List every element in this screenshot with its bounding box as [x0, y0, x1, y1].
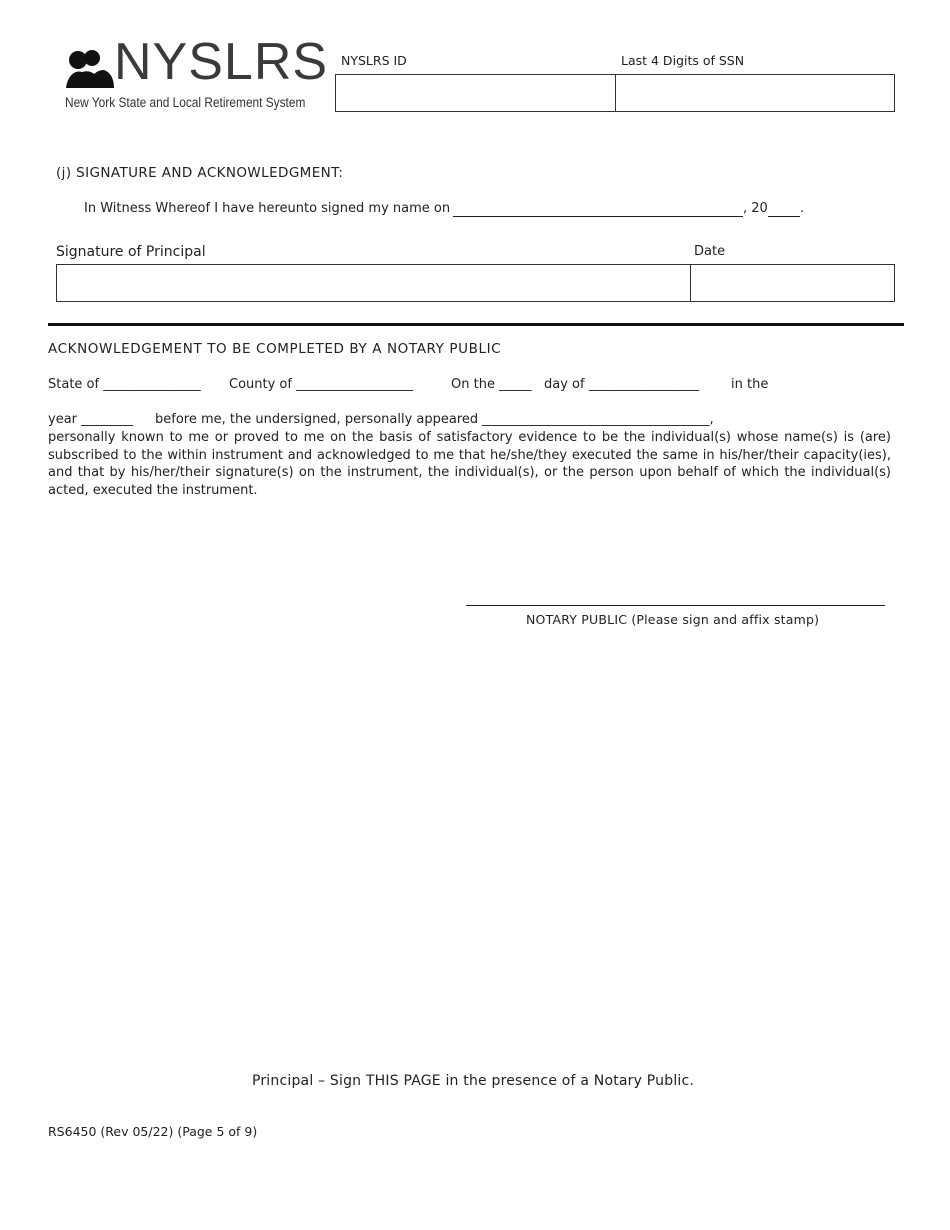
year-line[interactable]	[768, 216, 800, 217]
nyslrs-id-label: NYSLRS ID	[341, 53, 407, 68]
in-the-text: in the	[731, 377, 769, 392]
year-field[interactable]: year ________	[48, 412, 134, 427]
day-of-field[interactable]: day of _________________	[544, 377, 700, 392]
notary-signature-line[interactable]	[466, 605, 885, 606]
year-prefix: , 20	[743, 201, 768, 216]
acknowledgement-paragraph: personally known to me or proved to me on the basis of satisfactory evidence to be the individual(s) whose name(s) is (are) subscribed to the within instrument and acknowledged to me that he/she/they executed the same in his/her/their capacity(ies), and that by his/her/their signature(s) on the instrument, the individual(s), or the person upon behalf of which the individual(s) acted, executed the instrument.	[48, 430, 891, 498]
logo-subtitle: New York State and Local Retirement System	[65, 95, 306, 110]
before-me-text: before me, the undersigned, personally appeared	[155, 412, 479, 427]
section-divider	[48, 323, 904, 326]
signature-section-title: (j) SIGNATURE AND ACKNOWLEDGMENT:	[56, 165, 344, 181]
principal-signature-field[interactable]	[56, 264, 691, 302]
people-logo-icon	[64, 48, 116, 90]
notary-signature-label: NOTARY PUBLIC (Please sign and affix stamp)	[526, 612, 820, 627]
appeared-name-field[interactable]: ___________________________________,	[482, 412, 714, 427]
witness-text: In Witness Whereof I have hereunto signed my name on	[84, 201, 451, 216]
signed-date-line[interactable]	[453, 216, 743, 217]
form-id: RS6450 (Rev 05/22) (Page 5 of 9)	[48, 1124, 258, 1139]
on-the-field[interactable]: On the _____	[451, 377, 532, 392]
year-suffix: .	[800, 201, 805, 216]
notary-section-title: ACKNOWLEDGEMENT TO BE COMPLETED BY A NOTARY PUBLIC	[48, 341, 502, 357]
date-label: Date	[694, 244, 726, 259]
state-of-field[interactable]: State of _______________	[48, 377, 201, 392]
county-of-field[interactable]: County of __________________	[229, 377, 414, 392]
nyslrs-id-field[interactable]	[335, 74, 616, 112]
nyslrs-logo	[62, 33, 329, 120]
principal-signature-label: Signature of Principal	[56, 244, 206, 260]
date-field[interactable]	[690, 264, 895, 302]
ssn-label: Last 4 Digits of SSN	[621, 53, 745, 68]
ssn-field[interactable]	[615, 74, 895, 112]
logo-wordmark: NYSLRS	[114, 33, 329, 91]
footer-instruction: Principal – Sign THIS PAGE in the presence of a Notary Public.	[251, 1073, 695, 1089]
